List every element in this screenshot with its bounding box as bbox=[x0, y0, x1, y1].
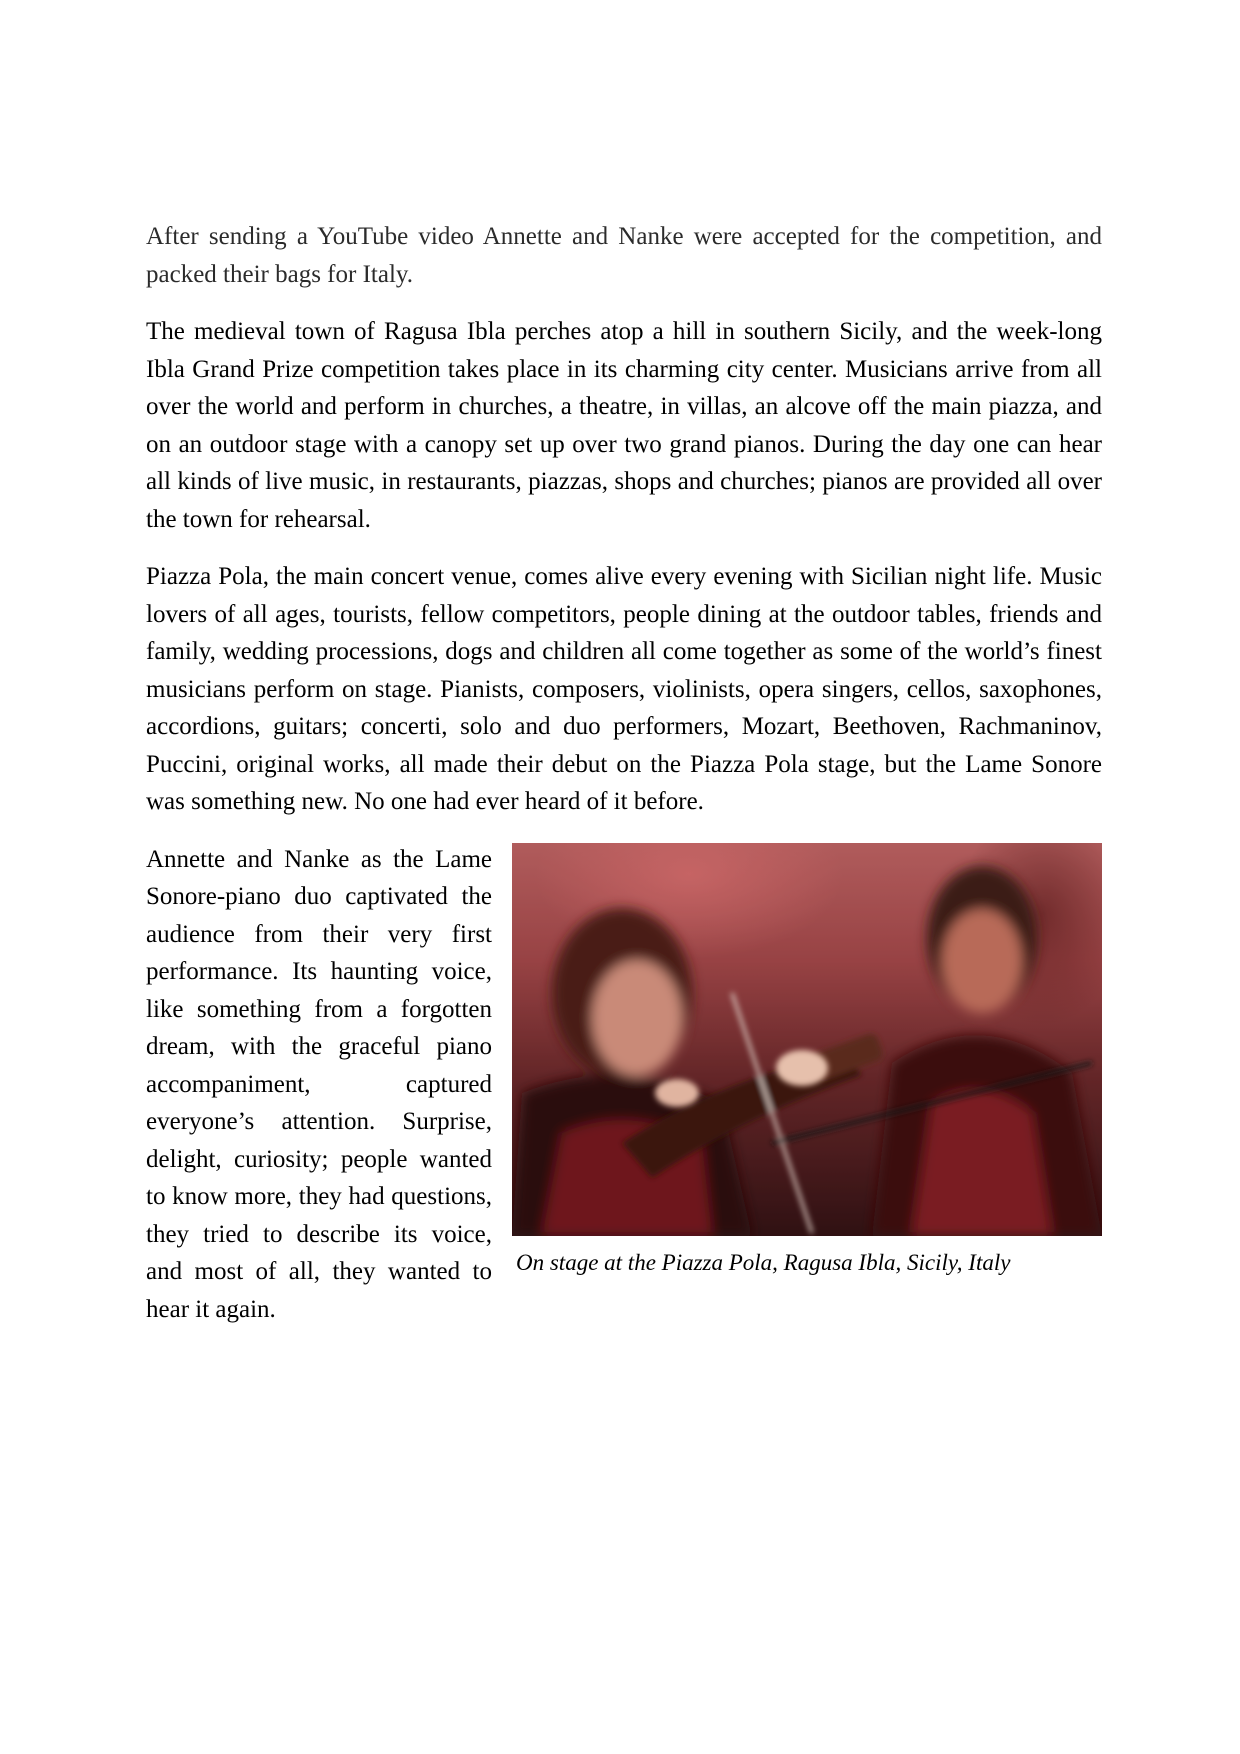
ragusa-paragraph: The medieval town of Ragusa Ibla perches atop a hill in southern Sicily, and the week-long Ibla Grand Prize competition takes place in its charming city center. Musicians arrive from all over the world and perform in churches, a theatre, in villas, an alcove off the main piazza, and on an outdoor stage with a canopy set up over two grand pianos. During the day one can hear all kinds of live music, in restaurants, piazzas, shops and churches; pianos are provided all over the town for rehearsal. bbox=[146, 318, 1102, 533]
photo-caption: On stage at the Piazza Pola, Ragusa Ibla, Sicily, Italy bbox=[516, 1249, 1011, 1275]
intro-paragraph: After sending a YouTube video Annette and Nanke were accepted for the competition, and packed their bags for Italy. bbox=[146, 223, 1102, 288]
stage-photo bbox=[512, 843, 1102, 1236]
piazza-pola-paragraph: Piazza Pola, the main concert venue, comes alive every evening with Sicilian night life. Music lovers of all ages, tourists, fellow competitors, people dining at the outdoor tables, friends and family, wedding processions, dogs and children all come together as some of the world’s finest musicians perform on stage. Pianists, composers, violinists, opera singers, cellos, saxophones, accordions, guitars; concerti, solo and duo performers, Mozart, Beethoven, Rachmaninov, Puccini, original works, all made their debut on the Piazza Pola stage, but the Lame Sonore was something new. No one had ever heard of it before. bbox=[146, 563, 1102, 815]
stage-photo-figure bbox=[512, 843, 1102, 1280]
performers-illustration bbox=[512, 843, 1102, 1236]
document-page bbox=[146, 218, 1102, 1328]
duo-paragraph: Annette and Nanke as the Lame Sonore-piano duo captivated the audience from their very first performance. Its haunting voice, like something from a forgotten dream, with the graceful piano accompaniment, captured everyone’s attention. Surprise, delight, curiosity; people wanted to know more, they had questions, they tried to describe its voice, and most of all, they wanted to hear it again. bbox=[146, 845, 492, 1323]
